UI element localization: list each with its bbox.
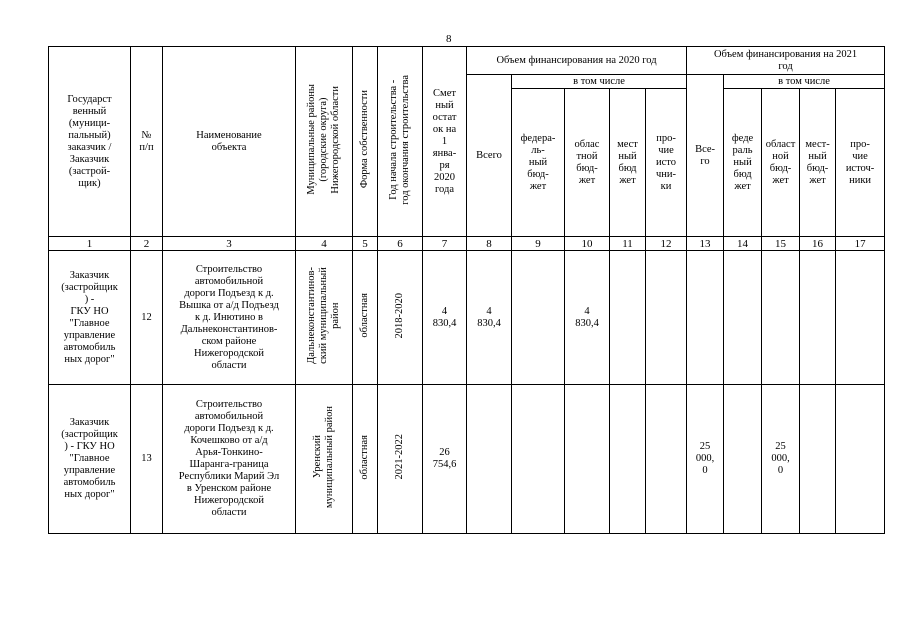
cell-other-2020 bbox=[646, 385, 687, 534]
column-number: 15 bbox=[762, 237, 800, 251]
cell-other-2020 bbox=[646, 251, 687, 385]
cell-total-2021 bbox=[687, 251, 724, 385]
column-number: 12 bbox=[646, 237, 687, 251]
column-number: 5 bbox=[353, 237, 378, 251]
cell-total-2020 bbox=[467, 385, 512, 534]
column-number: 6 bbox=[378, 237, 423, 251]
header-object-name: Наименование объекта bbox=[163, 47, 296, 237]
cell-local-2021 bbox=[800, 385, 836, 534]
column-number: 16 bbox=[800, 237, 836, 251]
header-ownership: Форма собственности bbox=[353, 47, 378, 237]
column-number: 11 bbox=[610, 237, 646, 251]
header-years: Год начала строительства - год окончания строительства bbox=[378, 47, 423, 237]
header-regional-2020: облас тной бюд- жет bbox=[565, 89, 610, 237]
column-number: 17 bbox=[836, 237, 885, 251]
table-row bbox=[49, 251, 885, 385]
header-customer: Государст венный (муници- пальный) заказчик / Заказчик (застрой- щик) bbox=[49, 47, 131, 237]
cell-object-name: Строительство автомобильной дороги Подъезд к д. Кочешково от а/д Арья-Тонкино- Шаранга-граница Республики Марий Эл в Уренском районе Нижегородской области bbox=[163, 385, 296, 534]
header-regional-2021: област ной бюд- жет bbox=[762, 89, 800, 237]
cell-years: 2018-2020 bbox=[378, 251, 423, 385]
header-num: № п/п bbox=[131, 47, 163, 237]
cell-total-2020: 4 830,4 bbox=[467, 251, 512, 385]
cell-estimate: 4 830,4 bbox=[423, 251, 467, 385]
cell-local-2020 bbox=[610, 385, 646, 534]
cell-federal-2020 bbox=[512, 251, 565, 385]
cell-district: Уренский муниципальный район bbox=[296, 385, 353, 534]
column-number: 4 bbox=[296, 237, 353, 251]
cell-regional-2021 bbox=[762, 251, 800, 385]
column-number: 2 bbox=[131, 237, 163, 251]
column-number: 3 bbox=[163, 237, 296, 251]
cell-regional-2021: 25 000, 0 bbox=[762, 385, 800, 534]
header-total-2020: Всего bbox=[467, 75, 512, 237]
cell-federal-2021 bbox=[724, 385, 762, 534]
cell-regional-2020: 4 830,4 bbox=[565, 251, 610, 385]
page-number: 8 bbox=[446, 33, 452, 45]
cell-other-2021 bbox=[836, 385, 885, 534]
header-fin-2020: Объем финансирования на 2020 год bbox=[467, 47, 687, 75]
column-number-row bbox=[49, 237, 885, 251]
column-number: 10 bbox=[565, 237, 610, 251]
cell-federal-2021 bbox=[724, 251, 762, 385]
header-estimate: Смет ный остат ок на 1 янва- ря 2020 года bbox=[423, 47, 467, 237]
cell-num: 12 bbox=[131, 251, 163, 385]
column-number: 8 bbox=[467, 237, 512, 251]
cell-local-2020 bbox=[610, 251, 646, 385]
cell-object-name: Строительство автомобильной дороги Подъезд к д. Вышка от а/д Подъезд к д. Инютино в Дальнеконстантинов- ском районе Нижегородской области bbox=[163, 251, 296, 385]
cell-regional-2020 bbox=[565, 385, 610, 534]
cell-federal-2020 bbox=[512, 385, 565, 534]
header-other-2021: про- чие источ- ники bbox=[836, 89, 885, 237]
header-local-2020: мест ный бюд жет bbox=[610, 89, 646, 237]
header-federal-2021: феде раль ный бюд жет bbox=[724, 89, 762, 237]
cell-other-2021 bbox=[836, 251, 885, 385]
header-fin-2021: Объем финансирования на 2021 год bbox=[687, 47, 885, 75]
cell-ownership: областная bbox=[353, 385, 378, 534]
column-number: 1 bbox=[49, 237, 131, 251]
cell-estimate: 26 754,6 bbox=[423, 385, 467, 534]
header-including-2020: в том числе bbox=[512, 75, 687, 89]
header-local-2021: мест- ный бюд- жет bbox=[800, 89, 836, 237]
column-number: 7 bbox=[423, 237, 467, 251]
cell-years: 2021-2022 bbox=[378, 385, 423, 534]
column-number: 14 bbox=[724, 237, 762, 251]
cell-customer: Заказчик (застройщик ) - ГКУ НО "Главное управление автомобиль ных дорог" bbox=[49, 251, 131, 385]
cell-local-2021 bbox=[800, 251, 836, 385]
header-federal-2020: федера- ль- ный бюд- жет bbox=[512, 89, 565, 237]
column-number: 13 bbox=[687, 237, 724, 251]
header-districts: Муниципальные районы (городские округа) Нижегородской области bbox=[296, 47, 353, 237]
cell-ownership: областная bbox=[353, 251, 378, 385]
cell-num: 13 bbox=[131, 385, 163, 534]
financing-table bbox=[48, 46, 885, 534]
header-other-2020: про- чие исто чни- ки bbox=[646, 89, 687, 237]
cell-district: Дальнеконстантинов- ский муниципальный район bbox=[296, 251, 353, 385]
column-number: 9 bbox=[512, 237, 565, 251]
cell-total-2021: 25 000, 0 bbox=[687, 385, 724, 534]
table-row bbox=[49, 385, 885, 534]
header-including-2021: в том числе bbox=[724, 75, 885, 89]
cell-customer: Заказчик (застройщик ) - ГКУ НО "Главное управление автомобиль ных дорог" bbox=[49, 385, 131, 534]
header-total-2021: Все- го bbox=[687, 75, 724, 237]
